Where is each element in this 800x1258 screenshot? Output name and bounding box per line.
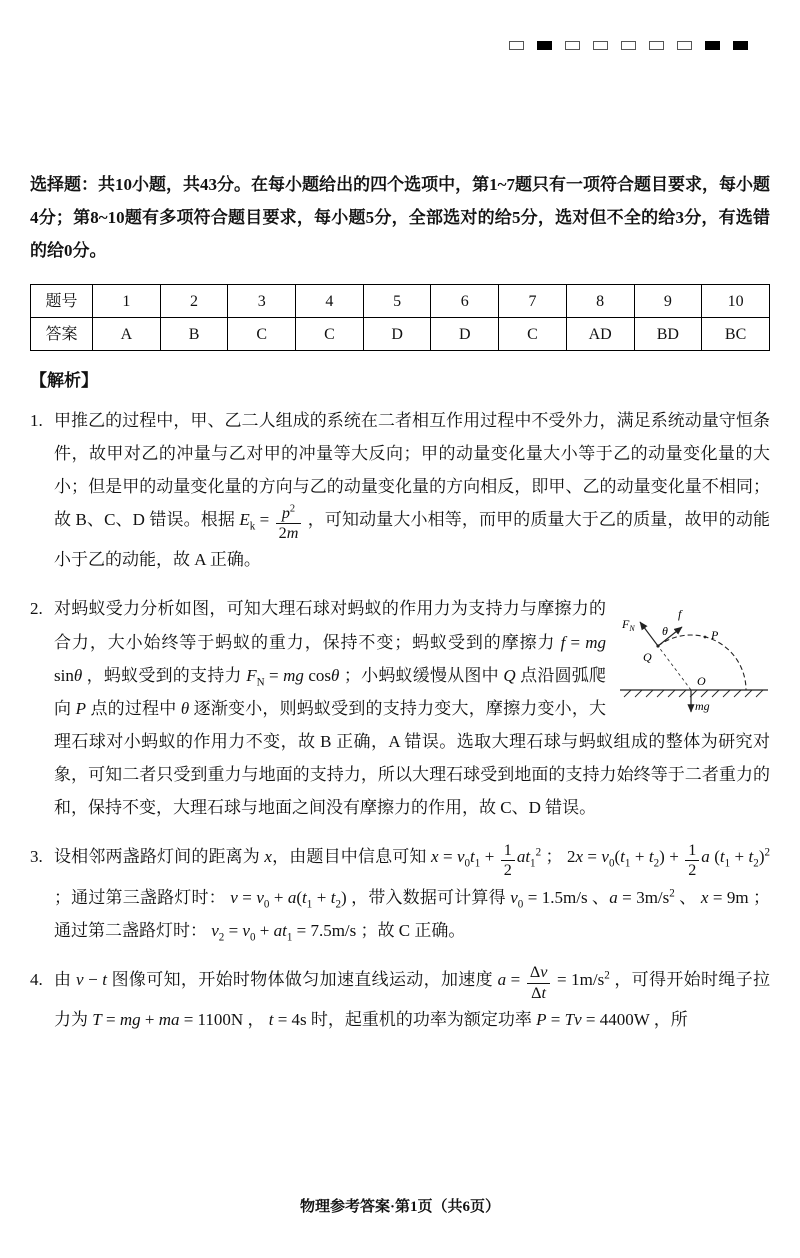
label-theta: θ — [662, 624, 668, 639]
answer-cell: B — [160, 318, 228, 351]
ground-hatching — [624, 690, 763, 697]
analysis-item-1 — [30, 404, 770, 577]
table-row-question-numbers — [31, 285, 770, 318]
label-normal-force: $F_N$ — [622, 617, 635, 634]
item-text — [54, 592, 770, 824]
page-footer: 物理参考答案·第1页（共6页） — [299, 1199, 500, 1215]
answer-cell: AD — [566, 318, 634, 351]
item-text-content: 对蚂蚁受力分析如图，可知大理石球对蚂蚁的作用力为支持力与摩擦力的合力，大小始终等于蚂蚁的重力，保持不变；蚂蚁受到的摩擦力 f = mg sinθ ，蚂蚁受到的支持力 $F_N$ = mg cosθ ；小蚂蚁缓慢从图中 Q 点沿圆弧爬向 P 点的过程中 θ 逐渐变小，则蚂蚁受到的支持力变大，摩擦力变小，大理石球对小蚂蚁的作用力不变，故 B 正确，A 错误。选取大理石球与蚂蚁组成的整体为研究对象，可知二者只受到重力与地面的支持力，所以大理石球受到地面的支持力始终等于二者重力的和，保持不变，大理石球与地面之间没有摩擦力的作用，故 C、D 错误。 — [54, 599, 770, 818]
item-number: 2. — [30, 599, 43, 619]
registration-mark — [677, 41, 692, 50]
question-number-cell: 2 — [160, 285, 228, 318]
question-number-cell: 4 — [296, 285, 364, 318]
analysis-item-2 — [30, 592, 770, 824]
row-header-question: 题号 — [31, 285, 93, 318]
item-text: 设相邻两盏路灯间的距离为 x，由题目中信息可知 $x = v_0t_1$ + $\frac{1}{2}$ $at_1^2$ ； $2x = v_0(t_1 + t_2)$ + $\frac{1}{2}$ a $(t_1 + t_2)^2$ ；通过第三盏路灯时： $v = v_0 + a(t_1 + t_2)$ ，带入数据可计算得 $v_0 = 1.5m/s$ 、$a = 3m/s^2$ 、 x = 9m ；通过第二盏路灯时： $v_2 = v_0 + at_1 = 7.5m/s$ ；故 C 正确。 — [54, 841, 771, 944]
question-number-cell: 5 — [363, 285, 431, 318]
registration-mark — [621, 41, 636, 50]
question-number-cell: 7 — [499, 285, 567, 318]
item-text: 由 v − t 图像可知，开始时物体做匀加速直线运动，加速度 a = $\frac{\Delta v}{\Delta t}$ = $1m/s^2$ ，可得开始时绳子拉力为 T = mg + ma = 1100N ， t = 4s 时，起重机的功率为额定功率 P = Tv = 4400W ，所 — [54, 964, 771, 1030]
question-number-cell: 9 — [634, 285, 702, 318]
registration-mark — [509, 41, 524, 50]
answer-cell: D — [363, 318, 431, 351]
label-friction: f — [678, 607, 682, 622]
answer-cell: C — [228, 318, 296, 351]
answer-cell: BC — [702, 318, 770, 351]
item-text: 甲推乙的过程中，甲、乙二人组成的系统在二者相互作用过程中不受外力，满足系统动量守恒条件，故甲对乙的冲量与乙对甲的冲量等大反向；甲的动量变化量大小等于乙的动量变化量的大小；但是甲的动量变化量的方向与乙的动量变化量的方向相反，即甲、乙的动量变化量不相同；故 B、C、D 错误。根据 $E_k$ = $\frac{p^2}{2m}$ ，可知动量大小相等，而甲的质量大于乙的质量，故甲的动能小于乙的动能，故 A 正确。 — [54, 410, 770, 570]
question-number-cell: 10 — [702, 285, 770, 318]
answer-cell: C — [296, 318, 364, 351]
answer-cell: D — [431, 318, 499, 351]
question-number-cell: 3 — [228, 285, 296, 318]
registration-mark — [733, 41, 748, 50]
label-weight: mg — [695, 699, 710, 714]
answer-cell: BD — [634, 318, 702, 351]
registration-mark — [593, 41, 608, 50]
answer-cell: A — [93, 318, 161, 351]
registration-mark — [537, 41, 552, 50]
item-number: 1. — [30, 410, 43, 430]
analysis-item-3 — [30, 840, 770, 947]
label-center-o: O — [697, 674, 706, 689]
item-number: 4. — [30, 969, 43, 989]
registration-marks — [509, 41, 748, 50]
item-number: 3. — [30, 847, 43, 867]
answer-table — [30, 284, 770, 351]
registration-mark — [705, 41, 720, 50]
analysis-heading: 【解析】 — [30, 371, 98, 391]
normal-force-arrow — [640, 622, 658, 646]
question-number-cell: 8 — [566, 285, 634, 318]
question-number-cell: 6 — [431, 285, 499, 318]
ant-force-diagram — [618, 594, 770, 718]
registration-mark — [565, 41, 580, 50]
section-instructions: 选择题：共10小题，共43分。在每小题给出的四个选项中，第1~7题只有一项符合题目要求，每小题4分；第8~10题有多项符合题目要求，每小题5分，全部选对的给5分，选对但不全的给3分，有选错的给0分。 — [30, 175, 770, 261]
table-row-answers — [31, 318, 770, 351]
label-point-q: Q — [643, 650, 652, 665]
answer-cell: C — [499, 318, 567, 351]
ant-on-sphere-figure — [618, 594, 770, 718]
registration-mark — [649, 41, 664, 50]
analysis-item-4 — [30, 963, 770, 1036]
label-point-p: P — [711, 628, 719, 643]
row-header-answer: 答案 — [31, 318, 93, 351]
question-number-cell: 1 — [93, 285, 161, 318]
